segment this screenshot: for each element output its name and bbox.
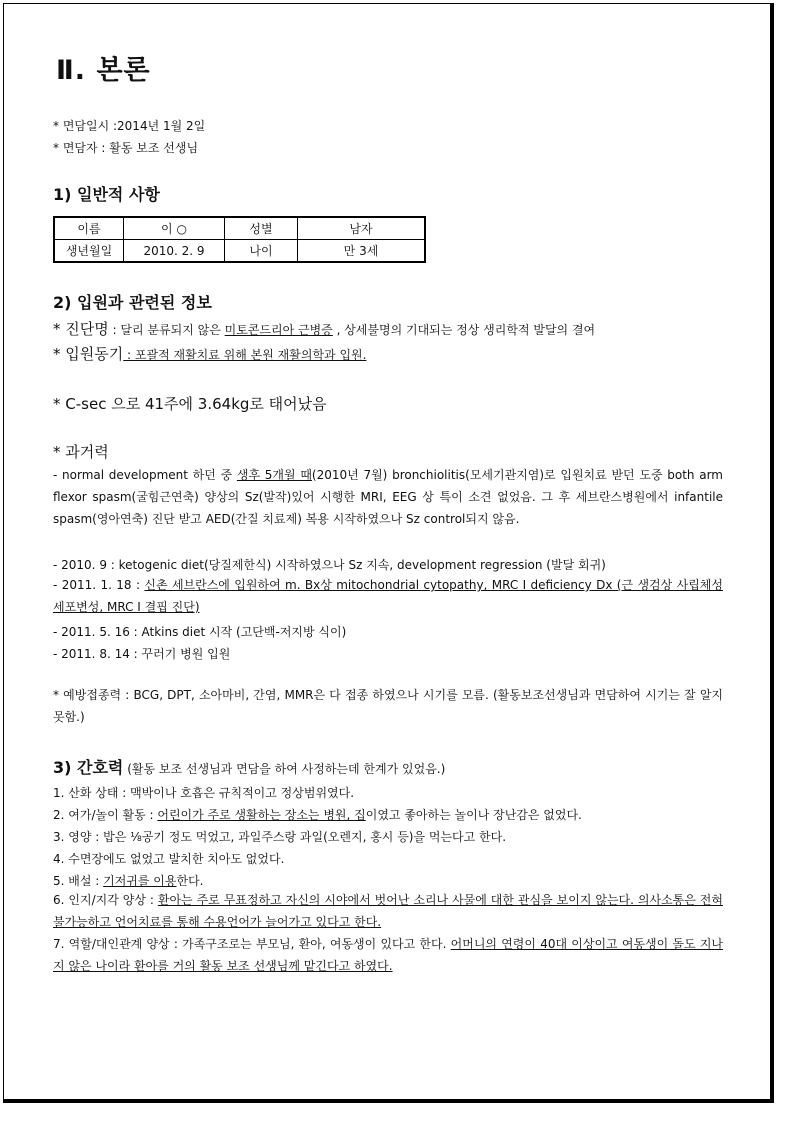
section2-heading: 2) 입원과 관련된 정보: [53, 293, 212, 312]
history-heading: * 과거력: [53, 443, 109, 461]
table-cell: 만 3세: [298, 240, 426, 263]
section3-heading-note: (활동 보조 선생님과 면담을 하여 사정하는데 한계가 있었음.): [123, 762, 446, 776]
nursing-item-5: [53, 872, 204, 889]
nursing-item-2-a: 2. 여가/놀이 활동 :: [53, 808, 158, 822]
diagnosis-post: , 상세불명의 기대되는 정상 생리학적 발달의 결여: [332, 323, 596, 337]
admission-reason: : 포괄적 재활치료 위해 본원 재활의학과 입원.: [123, 348, 367, 362]
nursing-item-4: 4. 수면장에도 없었고 발치한 치아도 없었다.: [53, 852, 285, 866]
history-p2: - 2010. 9 : ketogenic diet(당질제한식) 시작하였으나 Sz 지속, development regression (발달 회귀): [53, 558, 606, 572]
interview-date: * 면담일시 :2014년 1월 2일: [53, 119, 206, 133]
history-p3-a: - 2011. 1. 18 :: [53, 578, 145, 592]
table-cell: 2010. 2. 9: [124, 240, 225, 263]
nursing-item-6-a: 6. 인지/지각 양상 :: [53, 893, 158, 907]
nursing-item-1: 1. 산화 상태 : 맥박이나 호흡은 규칙적이고 정상범위였다.: [53, 786, 355, 800]
table-cell: 이 ○: [124, 217, 225, 240]
table-row: [54, 217, 425, 240]
history-p1-a: - normal development 하던 중: [53, 468, 237, 482]
history-p3: [53, 574, 723, 618]
nursing-item-2: [53, 806, 582, 823]
nursing-item-5-b: 한다.: [176, 874, 204, 888]
nursing-item-3: 3. 영양 : 밥은 ⅛공기 정도 먹었고, 과일주스랑 과일(오렌지, 홍시 등)을 먹는다고 한다.: [53, 830, 507, 844]
history-p1-b: (2010년 7월) bronchiolitis(모세기관지염)로 입원치료 받던 도중 both arm flexor spasm(굴힘근연축) 양상의 Sz(발작)있어 시행한 MRI, EEG 상 특이 소견 없었음. 그 후 세브란스병원에서 infantile spasm(영아연축) 진단 받고 AED(간질 치료제) 복용 시작하였으나 Sz control되지 않음.: [53, 468, 723, 526]
nursing-item-7: [53, 933, 723, 977]
history-p1-underlined: 생후 5개월 때: [236, 468, 312, 482]
diagnosis-line: [53, 318, 595, 339]
page-title: Ⅱ. 본론: [56, 55, 151, 86]
nursing-item-2-underlined: 어린이가 주로 생활하는 장소는 병원, 집: [157, 808, 366, 822]
diagnosis-pre: : 달리 분류되지 않은: [108, 323, 225, 337]
section1-heading: 1) 일반적 사항: [53, 185, 160, 204]
diagnosis-underlined: 미토콘드리아 근병증: [224, 323, 333, 337]
section3-heading: [53, 755, 445, 778]
nursing-item-5-a: 5. 배설 :: [53, 874, 104, 888]
general-info-table: [53, 216, 426, 263]
interviewer: * 면담자 : 활동 보조 선생님: [53, 141, 199, 155]
history-p1: [53, 464, 723, 530]
nursing-item-6: [53, 889, 723, 933]
table-cell: 생년월일: [54, 240, 124, 263]
history-p4: - 2011. 5. 16 : Atkins diet 시작 (고단백-저지방 식이): [53, 625, 347, 639]
admission-label: * 입원동기: [53, 345, 124, 363]
table-row: [54, 240, 425, 263]
birth-info: * C-sec 으로 41주에 3.64kg로 태어났음: [53, 395, 327, 413]
nursing-item-5-underlined: 기저귀를 이용: [103, 874, 177, 888]
diagnosis-label: * 진단명: [53, 320, 109, 338]
table-cell: 이름: [54, 217, 124, 240]
nursing-item-7-a: 7. 역할/대인관계 양상 : 가족구조로는 부모님, 환아, 여동생이 있다고 한다.: [53, 937, 451, 951]
section3-heading-text: 3) 간호력: [53, 758, 124, 777]
table-cell: 나이: [225, 240, 298, 263]
admission-line: [53, 343, 366, 364]
history-p5: - 2011. 8. 14 : 꾸러기 병원 입원: [53, 647, 231, 661]
nursing-item-6-underlined: 환아는 주로 무표정하고 자신의 시야에서 벗어난 소리나 사물에 대한 관심을 보이지 않는다. 의사소통은 전혀 불가능하고 언어치료를 통해 수용언어가 늘어가고 있다고 한다.: [53, 893, 723, 929]
table-cell: 성별: [225, 217, 298, 240]
table-cell: 남자: [298, 217, 426, 240]
vaccine-history: * 예방접종력 : BCG, DPT, 소아마비, 간염, MMR은 다 접종 하였으나 시기를 모름. (활동보조선생님과 면담하여 시기는 잘 알지 못함.): [53, 688, 723, 724]
nursing-item-2-b: 이였고 좋아하는 놀이나 장난감은 없었다.: [365, 808, 582, 822]
nursing-item-7-underlined: 어머니의 연령이 40대 이상이고 여동생이 돌도 지나지 않은 나이라 환아를 거의 활동 보조 선생님께 맡긴다고 하였다.: [53, 937, 723, 973]
history-p3-underlined: 신촌 세브란스에 입원하여 m. Bx상 mitochondrial cytopathy, MRC I deficiency Dx (근 생검상 사립체성 세포변성, MRC I 결핍 진단): [53, 578, 723, 614]
